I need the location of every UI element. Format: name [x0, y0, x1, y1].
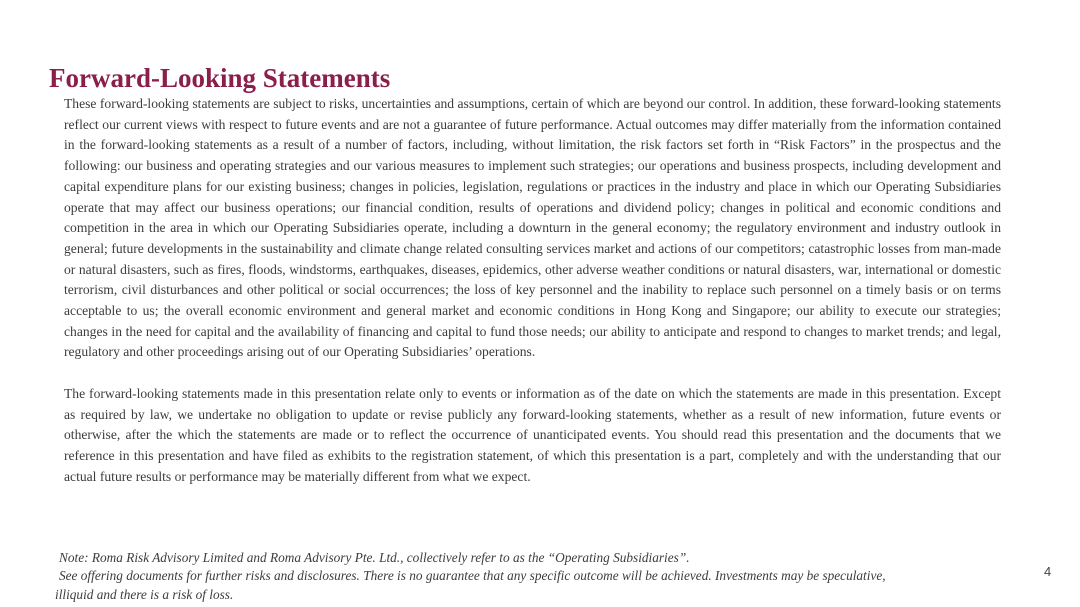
footnote-disclaimer-line1: See offering documents for further risks and disclosures. There is no guarantee that any specific outcome will be achieved. Investments may be speculative,	[59, 568, 886, 584]
slide-title: Forward-Looking Statements	[49, 63, 391, 93]
footnote	[55, 549, 1005, 604]
body-text	[64, 94, 1001, 487]
footnote-note: Note: Roma Risk Advisory Limited and Roma Advisory Pte. Ltd., collectively refer to as the “Operating Subsidiaries”.	[59, 550, 690, 565]
paragraph-risk-factors: These forward-looking statements are subject to risks, uncertainties and assumptions, certain of which are beyond our control. In addition, these forward-looking statements reflect our current views with respect to future events and are not a guarantee of future performance. Actual outcomes may differ materially from the information contained in the forward-looking statements as a result of a number of factors, including, without limitation, the risk factors set forth in “Risk Factors” in the prospectus and the following: our business and operating strategies and our various measures to implement such strategies; our operations and business prospects, including development and capital expenditure plans for our existing business; changes in policies, legislation, regulations or practices in the industry and place in which our Operating Subsidiaries operate that may affect our business operations; our financial condition, results of operations and dividend policy; changes in political and economic conditions and competition in the area in which our Operating Subsidiaries operate, including a downturn in the general economy; the regulatory environment and industry outlook in general; future developments in the sustainability and climate change related consulting services market and actions of our competitors; catastrophic losses from man-made or natural disasters, such as fires, floods, windstorms, earthquakes, diseases, epidemics, other adverse weather conditions or natural disasters, war, international or domestic terrorism, civil disturbances and other political or social occurrences; the loss of key personnel and the inability to replace such personnel on a timely basis or on terms acceptable to us; the overall economic environment and general market and economic conditions in Hong Kong and Singapore; our ability to execute our strategies; changes in the need for capital and the availability of financing and capital to fund those needs; our ability to anticipate and respond to changes to market trends; and legal, regulatory and other proceedings arising out of our Operating Subsidiaries’ operations.	[64, 96, 1001, 360]
footnote-disclaimer-line2: illiquid and there is a risk of loss.	[55, 586, 234, 602]
paragraph-no-obligation: The forward-looking statements made in this presentation relate only to events or information as of the date on which the statements are made in this presentation. Except as required by law, we undertake no obligation to update or revise publicly any forward-looking statements, whether as a result of new information, future events or otherwise, after the which the statements are made or to reflect the occurrence of unanticipated events. You should read this presentation and the documents that we reference in this presentation and have filed as exhibits to the registration statement, of which this presentation is a part, completely and with the understanding that our actual future results or performance may be materially different from what we expect.	[64, 385, 1001, 484]
page-number: 4	[1044, 564, 1052, 579]
